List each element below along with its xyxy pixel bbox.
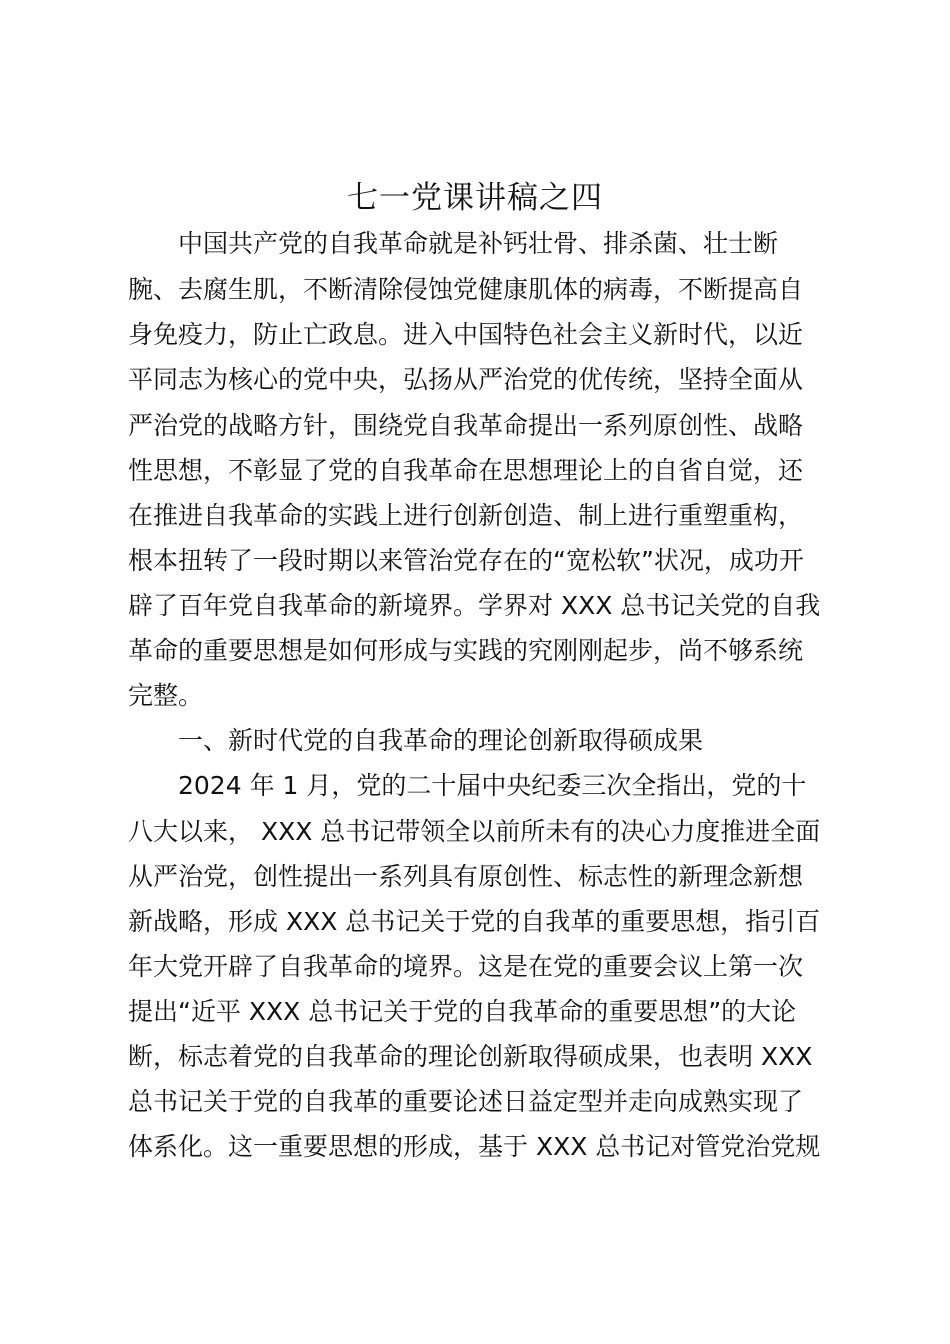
paragraph-line: 提出“近平 XXX 总书记关于党的自我革命的重要思想”的大论 bbox=[128, 997, 797, 1026]
paragraph-line: 根本扭转了一段时期以来管治党存在的“宽松软”状况，成功开 bbox=[128, 546, 804, 575]
paragraph-line: 身免疫力，防止亡政息。进入中国特色社会主义新时代，以近 bbox=[128, 320, 804, 349]
paragraph-line: 中国共产党的自我革命就是补钙壮骨、排杀菌、壮士断 bbox=[178, 229, 779, 258]
section-heading: 一、新时代党的自我革命的理论创新取得硕成果 bbox=[178, 726, 704, 755]
paragraph-line: 总书记关于党的自我革的重要论述日益定型并走向成熟实现了 bbox=[128, 1087, 804, 1116]
paragraph-line: 辟了百年党自我革命的新境界。学界对 XXX 总书记关党的自我 bbox=[128, 591, 821, 620]
paragraph-line: 从严治党，创性提出一系列具有原创性、标志性的新理念新想 bbox=[128, 862, 804, 891]
paragraph-line: 严治党的战略方针，围绕党自我革命提出一系列原创性、战略 bbox=[128, 411, 804, 440]
paragraph-line: 体系化。这一重要思想的形成，基于 XXX 总书记对管党治党规 bbox=[128, 1132, 821, 1161]
paragraph-line: 腕、去腐生肌，不断清除侵蚀党健康肌体的病毒，不断提高自 bbox=[128, 275, 804, 304]
document-title: 七一党课讲稿之四 bbox=[347, 180, 603, 216]
paragraph-line: 平同志为核心的党中央，弘扬从严治党的优传统，坚持全面从 bbox=[128, 365, 804, 394]
paragraph-line: 完整。 bbox=[128, 681, 204, 710]
paragraph-line: 新战略，形成 XXX 总书记关于党的自我革的重要思想，指引百 bbox=[128, 907, 821, 936]
paragraph-line: 革命的重要思想是如何形成与实践的究刚刚起步，尚不够系统 bbox=[128, 636, 804, 665]
paragraph-line: 在推进自我革命的实践上进行创新创造、制上进行重塑重构， bbox=[128, 501, 804, 530]
paragraph-line: 年大党开辟了自我革命的境界。这是在党的重要会议上第一次 bbox=[128, 952, 804, 981]
paragraph-line: 八大以来， XXX 总书记带领全以前所未有的决心力度推进全面 bbox=[128, 817, 821, 846]
paragraph-line: 性思想，不彰显了党的自我革命在思想理论上的自省自觉，还 bbox=[128, 456, 804, 485]
paragraph-line: 2024 年 1 月，党的二十届中央纪委三次全指出，党的十 bbox=[178, 771, 807, 800]
paragraph-line: 断，标志着党的自我革命的理论创新取得硕成果，也表明 XXX bbox=[128, 1042, 813, 1071]
